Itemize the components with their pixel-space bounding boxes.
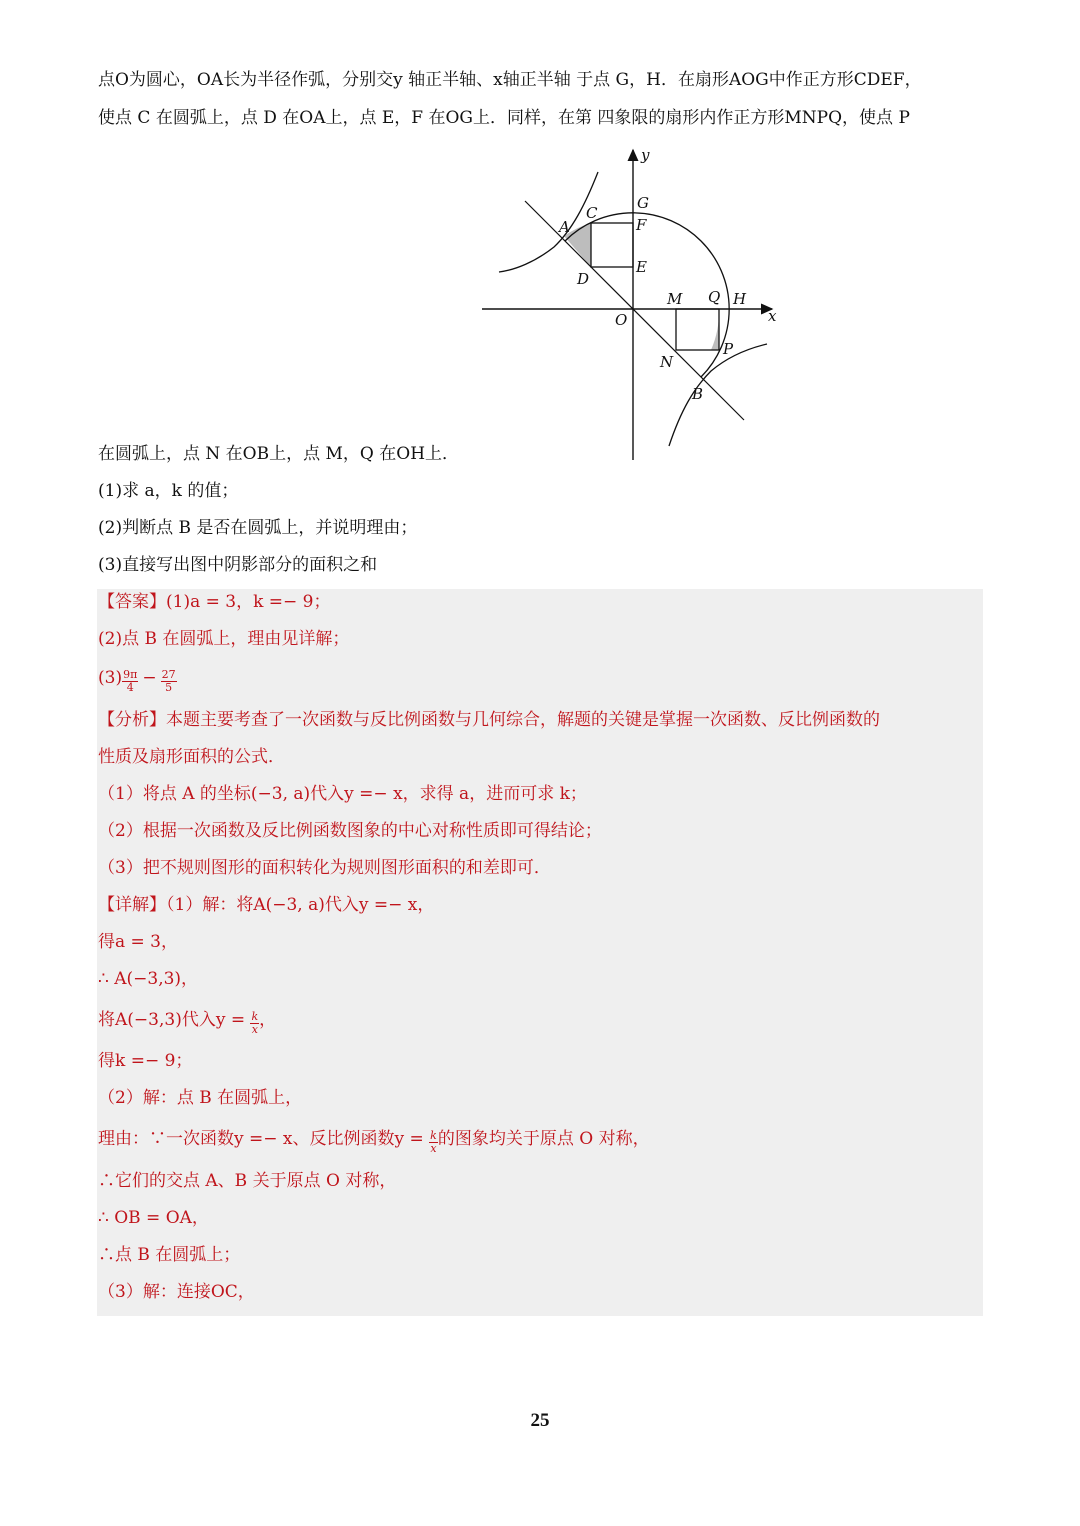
fraction-denominator: 4 (126, 681, 134, 694)
detail-line-7 (98, 1127, 650, 1155)
label-m: M (667, 290, 683, 308)
fraction-numerator: k (430, 1129, 437, 1142)
question-1: (1)求 a，k 的值； (98, 481, 239, 501)
label-c: C (586, 204, 598, 222)
label-g: G (637, 194, 649, 212)
fraction-numerator: 9π (123, 668, 138, 681)
fraction-numerator: 27 (161, 668, 176, 681)
analysis-line-4: （2）根据一次函数及反比例函数图象的中心对称性质即可得结论； (98, 821, 602, 841)
fraction-denominator: x (430, 1142, 437, 1155)
analysis-line-3: （1）将点 A 的坐标(−3, a)代入y =− x，求得 a，进而可求 k； (98, 784, 587, 804)
analysis-line-1: 【分析】本题主要考查了一次函数与反比例函数与几何综合，解题的关键是掌握一次函数、反比例函数的 (98, 710, 880, 730)
detail-line-3: ∴ A(−3,3)， (98, 969, 199, 989)
minus-sign: − (142, 668, 157, 688)
square-mnpq (676, 309, 719, 350)
label-e: E (636, 258, 647, 276)
detail-line-4 (98, 1008, 276, 1036)
label-n: N (660, 353, 674, 371)
label-a: A (559, 218, 570, 236)
line-y-neg-x (525, 201, 744, 420)
detail-line-9: ∴ OB = OA， (98, 1208, 209, 1228)
detail-4-prefix: 将A(−3,3)代入y = (98, 1010, 251, 1030)
problem-line-1: 点O为圆心，OA长为半径作弧，分别交y 轴正半轴、x轴正半轴 于点 G，H．在扇形AOG中作正方形CDEF， (98, 70, 922, 90)
label-q: Q (708, 288, 721, 306)
fraction-27-over-5 (161, 669, 177, 694)
label-x: x (768, 307, 777, 325)
fraction-numerator: k (251, 1010, 259, 1023)
fraction-denominator: x (251, 1023, 258, 1036)
answer-line-2: (2)点 B 在圆弧上，理由见详解； (98, 629, 350, 649)
geometry-figure (0, 0, 1080, 480)
detail-line-2: 得a = 3， (98, 932, 179, 952)
detail-line-8: ∴它们的交点 A、B 关于原点 O 对称， (98, 1171, 397, 1191)
label-o: O (615, 311, 628, 329)
answer-3-prefix: (3) (98, 668, 123, 688)
fraction-k-over-x (250, 1011, 259, 1036)
square-cdef (591, 223, 633, 267)
label-y: y (641, 146, 650, 164)
detail-line-11: （3）解：连接OC， (98, 1282, 255, 1302)
detail-7-prefix: 理由：∵一次函数y =− x、反比例函数y = (98, 1129, 430, 1149)
detail-line-10: ∴点 B 在圆弧上； (98, 1245, 241, 1265)
answer-background (97, 589, 983, 1316)
fraction-k-over-x (429, 1130, 438, 1155)
answer-line-3 (98, 666, 177, 694)
question-2: (2)判断点 B 是否在圆弧上，并说明理由； (98, 518, 418, 538)
label-b: B (692, 385, 704, 403)
analysis-line-5: （3）把不规则图形的面积转化为规则图形面积的和差即可． (98, 858, 551, 878)
label-p: P (723, 340, 734, 358)
detail-4-suffix: ， (259, 1010, 277, 1030)
detail-7-suffix: 的图象均关于原点 O 对称， (437, 1129, 650, 1149)
shaded-region-2 (711, 309, 719, 350)
question-3: (3)直接写出图中阴影部分的面积之和 (98, 555, 378, 575)
problem-line-3: 在圆弧上，点 N 在OB上，点 M，Q 在OH上． (98, 444, 460, 464)
problem-line-2: 使点 C 在圆弧上，点 D 在OA上，点 E，F 在OG上．同样，在第 四象限的扇形内作正方形MNPQ，使点 P (98, 108, 910, 128)
fraction-9pi-over-4 (122, 669, 138, 694)
label-f: F (636, 216, 647, 234)
detail-line-6: （2）解：点 B 在圆弧上， (98, 1088, 303, 1108)
answer-line-1: 【答案】(1)a = 3，k =− 9； (98, 592, 331, 612)
detail-line-5: 得k =− 9； (98, 1051, 193, 1071)
page-number: 25 (530, 1410, 550, 1431)
label-d: D (577, 270, 590, 288)
fraction-denominator: 5 (165, 681, 173, 694)
label-h: H (733, 290, 747, 308)
detail-line-1: 【详解】（1）解：将A(−3, a)代入y =− x， (98, 895, 435, 915)
analysis-line-2: 性质及扇形面积的公式． (98, 747, 285, 767)
